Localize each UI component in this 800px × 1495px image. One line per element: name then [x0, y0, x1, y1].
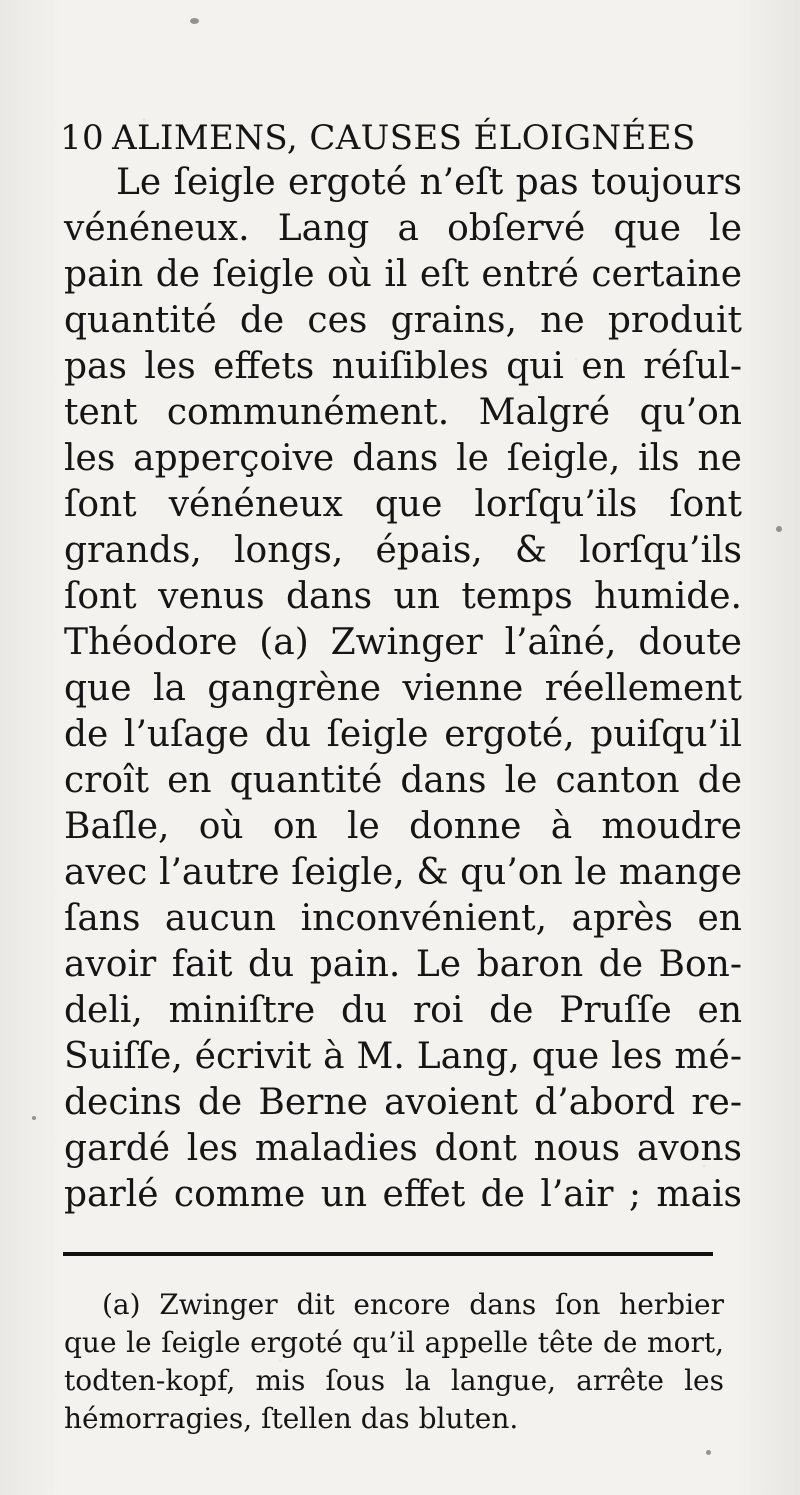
text-line: Baſle, où on le donne à moudre — [64, 806, 742, 847]
text-line: tent communément. Malgré qu’on — [64, 392, 742, 433]
text-line: ſont venus dans un temps humide. — [64, 576, 742, 617]
paper-speck — [706, 1450, 711, 1455]
text-line: Le ſeigle ergoté n’eſt pas toujours — [116, 162, 742, 203]
main-text — [64, 160, 742, 1218]
text-line: gardé les maladies dont nous avons — [64, 1128, 742, 1169]
paper-speck — [190, 18, 199, 24]
footnote-rule — [63, 1252, 713, 1256]
text-line: decins de Berne avoient d’abord re- — [64, 1082, 742, 1123]
text-line: ſans aucun inconvénient, après en — [64, 898, 742, 939]
text-line: pas les effets nuiſibles qui en réſul- — [64, 346, 742, 387]
text-line: les apperçoive dans le ſeigle, ils ne — [64, 438, 742, 479]
text-line: Suiſſe, écrivit à M. Lang, que les mé- — [64, 1036, 742, 1077]
text-line: de l’uſage du ſeigle ergoté, puiſqu’il — [64, 714, 742, 755]
text-line: que la gangrène vienne réellement — [64, 668, 742, 709]
footnote-line: todten-kopf, mis ſous la langue, arrête les — [64, 1364, 724, 1397]
footnote-line: hémorragies, ſtellen das bluten. — [64, 1402, 519, 1435]
footnote-line: que le ſeigle ergoté qu’il appelle tête de mort, — [64, 1326, 724, 1359]
footnote-line: (a) Zwinger dit encore dans ſon herbier — [102, 1288, 724, 1321]
text-line: deli, miniſtre du roi de Pruſſe en — [64, 990, 742, 1031]
text-line: Théodore (a) Zwinger l’aîné, doute — [64, 622, 742, 663]
text-line: parlé comme un effet de l’air ; mais — [64, 1174, 742, 1215]
paper-speck — [776, 526, 782, 532]
text-line: grands, longs, épais, & lorſqu’ils — [64, 530, 742, 571]
page-number: 10 — [60, 118, 105, 158]
text-line: avec l’autre ſeigle, & qu’on le mange — [64, 852, 742, 893]
text-line: croît en quantité dans le canton de — [64, 760, 742, 801]
text-line: ſont vénéneux que lorſqu’ils ſont — [64, 484, 742, 525]
running-header — [60, 112, 740, 164]
text-line: avoir fait du pain. Le baron de Bon- — [64, 944, 742, 985]
header-title: ALIMENS, CAUSES ÉLOIGNÉES — [112, 118, 696, 158]
text-line: quantité de ces grains, ne produit — [64, 300, 742, 341]
text-line: pain de ſeigle où il eſt entré certaine — [64, 254, 742, 295]
footnote — [64, 1286, 724, 1438]
text-line: vénéneux. Lang a obſervé que le — [64, 208, 742, 249]
paper-speck — [32, 1116, 36, 1120]
